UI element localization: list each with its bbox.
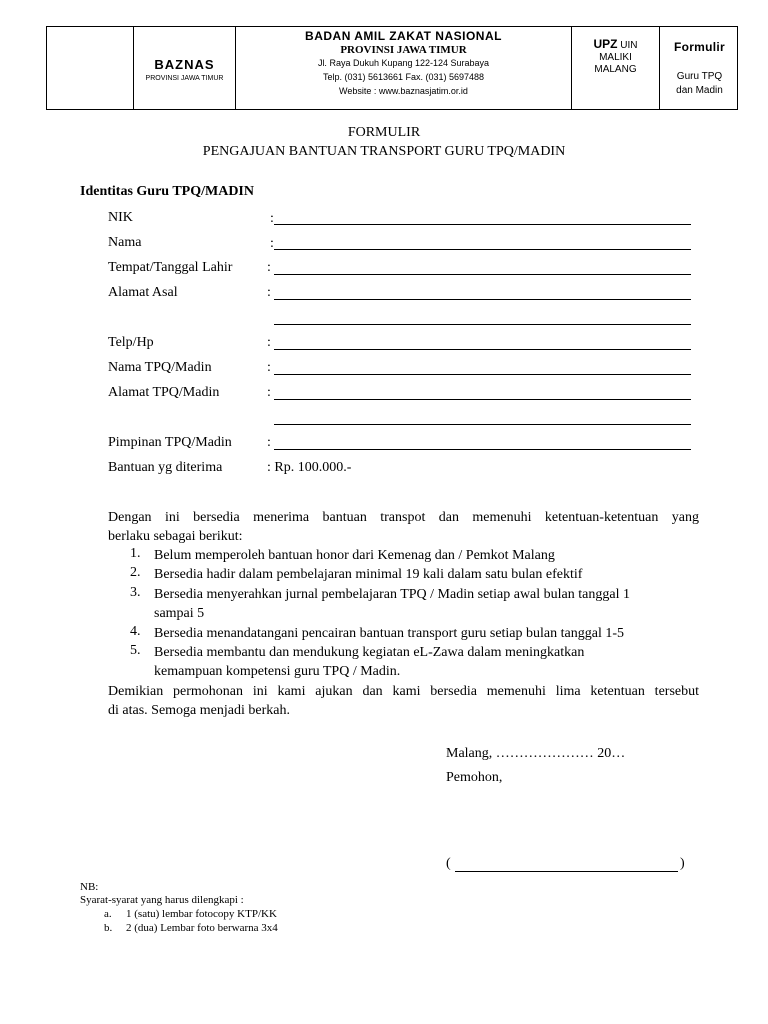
field-label-ttl: Tempat/Tanggal Lahir — [108, 260, 233, 275]
form-subtitle — [660, 70, 739, 98]
form-label: Formulir — [673, 40, 726, 54]
field-label-bantuan: Bantuan yg diterima — [108, 460, 223, 475]
field-colon: : — [267, 435, 271, 450]
condition-number: 4. — [130, 624, 141, 639]
requirement-letter: a. — [104, 908, 112, 920]
logo-subtitle: PROVINSI JAWA TIMUR — [145, 75, 224, 82]
form-subtitle-line-2: dan Madin — [676, 85, 723, 96]
form-subtitle-title: PENGAJUAN BANTUAN TRANSPORT GURU TPQ/MADIN — [202, 144, 566, 159]
nb-label: NB: — [80, 881, 99, 893]
organization-cell — [236, 27, 571, 109]
alamat-asal-input-line[interactable] — [274, 299, 691, 300]
condition-text: Bersedia menyerahkan jurnal pembelajaran TPQ / Madin setiap awal bulan tanggal 1 — [154, 587, 630, 602]
upz-line-3: MALANG — [594, 64, 637, 75]
signature-open-paren: ( — [446, 856, 451, 871]
upz-cell — [572, 27, 659, 109]
field-colon: : — [267, 385, 271, 400]
field-colon: : — [267, 285, 271, 300]
applicant-label: Pemohon, — [446, 770, 503, 785]
field-label-nama: Nama — [108, 235, 142, 250]
upz-label — [572, 38, 659, 76]
ttl-input-line[interactable] — [274, 274, 691, 275]
condition-text-continued: sampai 5 — [154, 606, 205, 621]
intro-line-2: berlaku sebagai berikut: — [108, 529, 243, 544]
requirements-title: Syarat-syarat yang harus dilengkapi : — [80, 894, 244, 906]
requirement-item: 1 (satu) lembar fotocopy KTP/KK — [126, 908, 277, 920]
alamat-asal-input-line-2[interactable] — [274, 324, 691, 325]
condition-text-continued: kemampuan kompetensi guru TPQ / Madin. — [154, 664, 401, 679]
field-colon: : — [267, 260, 271, 275]
signature-line[interactable] — [455, 871, 678, 872]
condition-number: 2. — [130, 565, 141, 580]
organization-address: Jl. Raya Dukuh Kupang 122-124 Surabaya — [317, 58, 490, 68]
requirement-letter: b. — [104, 922, 113, 934]
form-subtitle-line-1: Guru TPQ — [676, 71, 723, 82]
letterhead-table — [46, 26, 738, 110]
bantuan-amount: : Rp. 100.000.- — [267, 460, 352, 475]
field-label-nik: NIK — [108, 210, 133, 225]
section-title: Identitas Guru TPQ/MADIN — [80, 184, 254, 199]
form-cell — [660, 27, 739, 109]
field-label-alamat-tpq: Alamat TPQ/Madin — [108, 385, 220, 400]
field-colon: : — [270, 211, 274, 226]
requirement-item: 2 (dua) Lembar foto berwarna 3x4 — [126, 922, 278, 934]
upz-bold: UPZ — [593, 37, 618, 51]
intro-line-1: Dengan ini bersedia menerima bantuan transpot dan memenuhi ketentuan-ketentuan yang — [108, 510, 699, 525]
logo-cell — [134, 27, 235, 109]
field-label-alamat-asal: Alamat Asal — [108, 285, 178, 300]
condition-text: Belum memperoleh bantuan honor dari Kemenag dan / Pemkot Malang — [154, 548, 555, 563]
upz-line-1: UIN — [617, 40, 638, 51]
organization-name: BADAN AMIL ZAKAT NASIONAL — [305, 29, 502, 43]
upz-line-2: MALIKI — [599, 52, 632, 63]
nama-tpq-input-line[interactable] — [274, 374, 691, 375]
condition-number: 1. — [130, 546, 141, 561]
alamat-tpq-input-line-2[interactable] — [274, 424, 691, 425]
closing-line-2: di atas. Semoga menjadi berkah. — [108, 703, 290, 718]
pimpinan-input-line[interactable] — [274, 449, 691, 450]
form-title: FORMULIR — [347, 125, 421, 140]
field-label-nama-tpq: Nama TPQ/Madin — [108, 360, 212, 375]
signature-close-paren: ) — [680, 856, 685, 871]
organization-website: Website : www.baznasjatim.or.id — [339, 86, 468, 96]
field-colon: : — [267, 360, 271, 375]
field-label-pimpinan: Pimpinan TPQ/Madin — [108, 435, 232, 450]
condition-number: 5. — [130, 643, 141, 658]
condition-text: Bersedia hadir dalam pembelajaran minimal 19 kali dalam satu bulan efektif — [154, 567, 583, 582]
condition-text: Bersedia menandatangani pencairan bantuan transport guru setiap bulan tanggal 1-5 — [154, 626, 624, 641]
alamat-tpq-input-line[interactable] — [274, 399, 691, 400]
logo-name: BAZNAS — [154, 57, 215, 72]
field-colon: : — [270, 236, 274, 251]
organization-phone: Telp. (031) 5613661 Fax. (031) 5697488 — [322, 72, 485, 82]
nik-input-line[interactable] — [274, 224, 691, 225]
organization-province: PROVINSI JAWA TIMUR — [340, 44, 467, 56]
field-colon: : — [267, 335, 271, 350]
nama-input-line[interactable] — [274, 249, 691, 250]
condition-number: 3. — [130, 585, 141, 600]
closing-line-1: Demikian permohonan ini kami ajukan dan kami bersedia memenuhi lima ketentuan tersebut — [108, 684, 699, 699]
condition-text: Bersedia membantu dan mendukung kegiatan eL-Zawa dalam meningkatkan — [154, 645, 585, 660]
telp-input-line[interactable] — [274, 349, 691, 350]
field-label-telp: Telp/Hp — [108, 335, 154, 350]
place-date: Malang, ………………… 20… — [446, 746, 626, 761]
